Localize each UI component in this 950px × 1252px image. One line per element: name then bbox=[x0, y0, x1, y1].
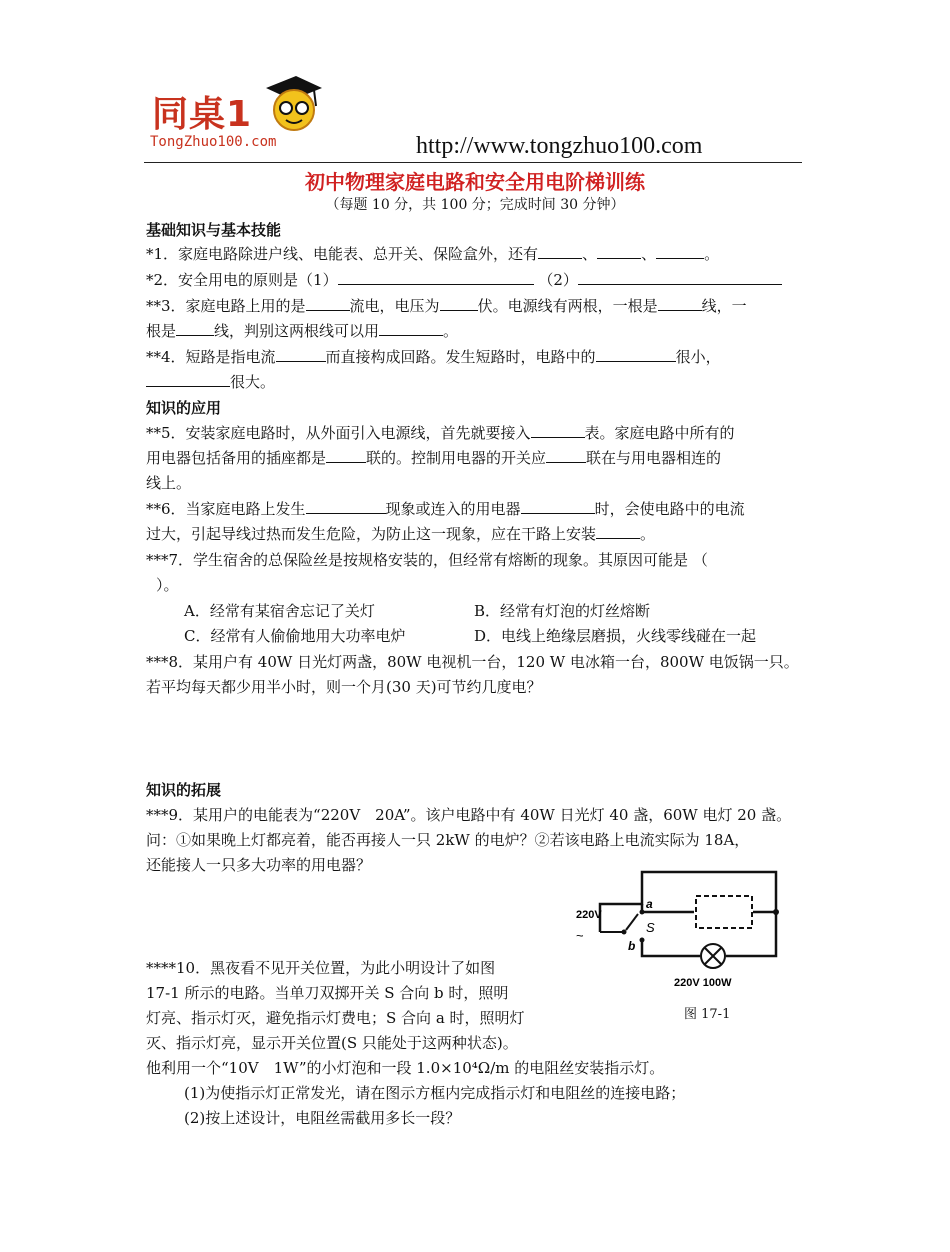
question-text: 联在与用电器相连的 bbox=[586, 449, 722, 467]
answer-blank[interactable] bbox=[306, 296, 350, 311]
question-10-part2: (2)按上述设计，电阻丝需截用多长一段？ bbox=[184, 1109, 461, 1127]
question-1 bbox=[146, 244, 719, 264]
lamp-label: 220V 100W bbox=[674, 977, 732, 989]
question-text: 表。家庭电路中所有的 bbox=[584, 424, 735, 442]
logo-mascot-icon bbox=[252, 70, 324, 134]
logo-subtitle: TongZhuo100.com bbox=[150, 134, 277, 150]
question-9-cont: 问：①如果晚上灯都亮着，能否再接人一只 2kW 的电炉？②若该电路上电流实际为 18A， bbox=[146, 831, 750, 849]
page-subtitle: （每题 10 分，共 100 分；完成时间 30 分钟） bbox=[325, 197, 625, 213]
question-5 bbox=[146, 423, 735, 443]
answer-blank[interactable] bbox=[379, 321, 443, 336]
question-text: 线，一 bbox=[701, 297, 747, 315]
answer-blank[interactable] bbox=[440, 296, 478, 311]
answer-blank[interactable] bbox=[276, 347, 326, 362]
circuit-diagram bbox=[570, 862, 790, 998]
question-text: **6．当家庭电路上发生 bbox=[146, 500, 306, 518]
question-10: ****10．黑夜看不见开关位置，为此小明设计了如图 bbox=[146, 959, 496, 977]
answer-blank[interactable] bbox=[338, 270, 534, 285]
question-8: ***8．某用户有 40W 日光灯两盏，80W 电视机一台，120 W 电冰箱一台，800W 电饭锅一只。 bbox=[146, 653, 799, 671]
question-10-cont4: 他利用一个“10V 1W”的小灯泡和一段 1.0×10⁴Ω/m 的电阻丝安装指示灯。 bbox=[146, 1059, 665, 1077]
answer-blank[interactable] bbox=[597, 244, 641, 259]
answer-blank[interactable] bbox=[531, 423, 585, 438]
circuit-wire bbox=[642, 940, 700, 956]
section-heading: 基础知识与基本技能 bbox=[146, 221, 282, 239]
question-5-cont bbox=[146, 448, 721, 468]
logo-text: 同桌1 bbox=[152, 94, 253, 135]
question-text: 过大，引起导线过热而发生危险，为防止这一现象，应在干路上安装 bbox=[146, 525, 597, 543]
question-text: 根是 bbox=[146, 322, 177, 340]
question-text: **4．短路是指电流 bbox=[146, 348, 276, 366]
question-text: **3．家庭电路上用的是 bbox=[146, 297, 306, 315]
question-6-cont bbox=[146, 524, 655, 544]
indicator-box bbox=[696, 896, 752, 928]
answer-blank[interactable] bbox=[658, 296, 702, 311]
site-url[interactable]: http://www.tongzhuo100.com bbox=[416, 133, 703, 159]
terminal-b bbox=[640, 938, 645, 943]
junction-dot bbox=[773, 909, 779, 915]
section-heading: 知识的拓展 bbox=[146, 781, 222, 799]
question-text: 线，判别这两根线可以用 bbox=[214, 322, 380, 340]
question-text: *2．安全用电的原则是（1） bbox=[146, 271, 338, 289]
terminal-a bbox=[640, 910, 645, 915]
answer-blank[interactable] bbox=[176, 321, 214, 336]
answer-blank[interactable] bbox=[656, 244, 704, 259]
section-heading: 知识的应用 bbox=[146, 399, 222, 417]
question-text: 时，会使电路中的电流 bbox=[594, 500, 745, 518]
circuit-wire bbox=[726, 912, 776, 956]
answer-blank[interactable] bbox=[546, 448, 586, 463]
header-divider bbox=[144, 162, 802, 163]
switch-label-a: a bbox=[646, 897, 653, 911]
question-9: ***9．某用户的电能表为“220V 20A”。该户电路中有 40W 日光灯 40 盏，60W 电灯 20 盏。 bbox=[146, 806, 792, 824]
answer-blank[interactable] bbox=[326, 448, 366, 463]
switch-label-b: b bbox=[628, 939, 636, 953]
answer-blank[interactable] bbox=[596, 347, 676, 362]
question-text: 。 bbox=[704, 245, 720, 263]
question-7-cont bbox=[146, 575, 179, 595]
question-text: 、 bbox=[582, 245, 598, 263]
question-3-cont bbox=[146, 321, 458, 341]
question-text: 现象或连入的用电器 bbox=[385, 500, 521, 518]
answer-blank[interactable] bbox=[306, 499, 386, 514]
voltage-label: 220V bbox=[576, 909, 602, 921]
question-8-cont: 若平均每天都少用半小时，则一个月(30 天)可节约几度电？ bbox=[146, 678, 542, 696]
option-d[interactable]: D．电线上绝缘层磨损，火线零线碰在一起 bbox=[474, 627, 757, 645]
switch-pivot bbox=[622, 930, 627, 935]
question-text: 。 bbox=[640, 525, 656, 543]
question-text: ）。 bbox=[156, 576, 179, 594]
question-3 bbox=[146, 296, 747, 316]
question-text: 用电器包括备用的插座都是 bbox=[146, 449, 327, 467]
answer-blank[interactable] bbox=[578, 270, 782, 285]
answer-blank[interactable] bbox=[146, 372, 230, 387]
answer-blank[interactable] bbox=[521, 499, 595, 514]
switch-blade bbox=[626, 914, 638, 930]
answer-blank[interactable] bbox=[596, 524, 640, 539]
option-c[interactable]: C．经常有人偷偷地用大功率电炉 bbox=[184, 627, 406, 645]
question-text: 线上。 bbox=[146, 474, 192, 492]
question-text: 而直接构成回路。发生短路时，电路中的 bbox=[325, 348, 596, 366]
option-a[interactable]: A．经常有某宿舍忘记了关灯 bbox=[184, 602, 375, 620]
option-b[interactable]: B．经常有灯泡的灯丝熔断 bbox=[474, 602, 651, 620]
question-5-cont2 bbox=[146, 473, 191, 493]
question-text: （2） bbox=[538, 271, 578, 289]
question-6 bbox=[146, 499, 745, 519]
question-7 bbox=[146, 550, 708, 570]
figure-caption: 图 17-1 bbox=[684, 1007, 731, 1022]
question-9-cont2: 还能接人一只多大功率的用电器？ bbox=[146, 856, 372, 874]
question-text: 联的。控制用电器的开关应 bbox=[366, 449, 547, 467]
question-4-cont bbox=[146, 372, 275, 392]
question-text: ***7．学生宿舍的总保险丝是按规格安装的，但经常有熔断的现象。其原因可能是 （ bbox=[146, 551, 708, 569]
question-2 bbox=[146, 270, 782, 290]
question-text: *1．家庭电路除进户线、电能表、总开关、保险盒外，还有 bbox=[146, 245, 539, 263]
question-text: 。 bbox=[443, 322, 459, 340]
question-text: **5．安装家庭电路时，从外面引入电源线，首先就要接入 bbox=[146, 424, 531, 442]
answer-blank[interactable] bbox=[538, 244, 582, 259]
question-text: 很小， bbox=[675, 348, 721, 366]
page-title: 初中物理家庭电路和安全用电阶梯训练 bbox=[305, 170, 645, 194]
question-10-cont2: 灯亮、指示灯灭，避免指示灯费电；S 合向 a 时，照明灯 bbox=[146, 1009, 525, 1027]
question-text: 流电，电压为 bbox=[349, 297, 440, 315]
question-10-cont3: 灭、指示灯亮，显示开关位置(S 只能处于这两种状态)。 bbox=[146, 1034, 518, 1052]
question-text: 很大。 bbox=[230, 373, 276, 391]
switch-label-s: S bbox=[646, 920, 655, 935]
circuit-wire bbox=[600, 872, 776, 932]
question-text: 伏。电源线有两根，一根是 bbox=[477, 297, 658, 315]
question-text: 、 bbox=[641, 245, 657, 263]
question-10-cont: 17-1 所示的电路。当单刀双掷开关 S 合向 b 时，照明 bbox=[146, 984, 509, 1002]
question-10-part1: (1)为使指示灯正常发光，请在图示方框内完成指示灯和电阻丝的连接电路； bbox=[184, 1084, 686, 1102]
question-4 bbox=[146, 347, 721, 367]
ac-label: ~ bbox=[576, 928, 584, 943]
